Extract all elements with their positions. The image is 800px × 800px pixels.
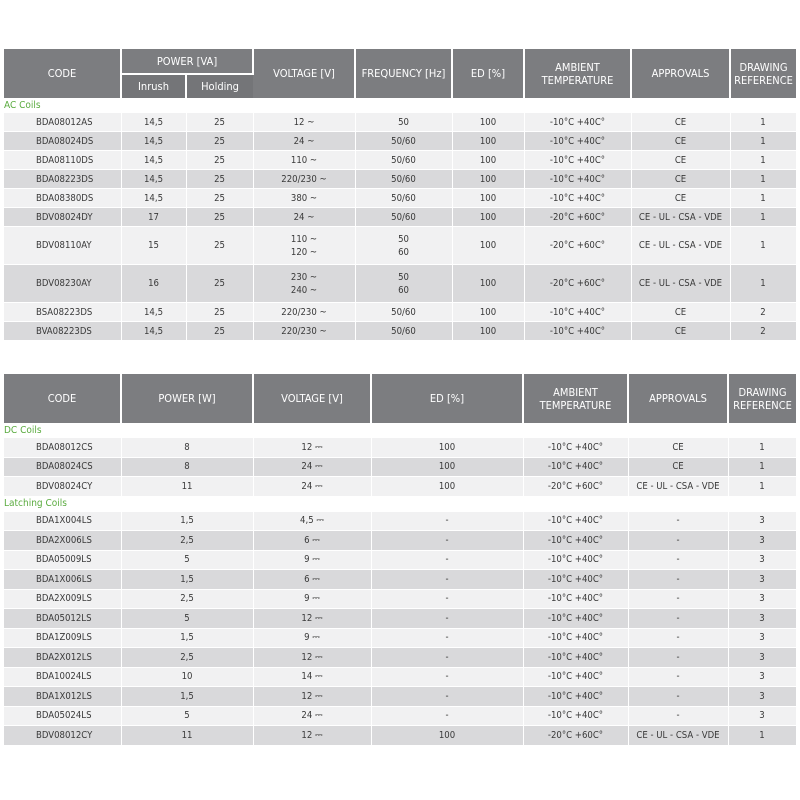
cell-ed: - [371, 628, 523, 648]
cell-approvals: CE [631, 303, 730, 322]
cell-ambient-temperature: -10°C +40C° [524, 132, 631, 151]
cell-code: BVA08223DS [4, 322, 121, 341]
cell-ambient-temperature: -20°C +60C° [524, 265, 631, 303]
cell-ed: 100 [452, 303, 524, 322]
cell-ed: 100 [452, 132, 524, 151]
cell-frequency-line2: 60 [398, 284, 409, 296]
header-holding: Holding [186, 74, 253, 98]
cell-ed: 100 [452, 151, 524, 170]
header-drawing-reference: DRAWING REFERENCE [728, 374, 796, 423]
cell-approvals: - [628, 687, 728, 707]
cell-code: BDA2X009LS [4, 589, 121, 609]
cell-frequency: 50/60 [355, 132, 452, 151]
header-inrush: Inrush [121, 74, 186, 98]
cell-approvals: CE [631, 170, 730, 189]
cell-drawing-reference: 3 [728, 570, 796, 590]
cell-drawing-reference: 3 [728, 628, 796, 648]
cell-code: BDV08024DY [4, 208, 121, 227]
cell-inrush: 14,5 [121, 322, 186, 341]
header-power: POWER [VA] [121, 49, 253, 74]
cell-code: BDA05024LS [4, 706, 121, 726]
cell-code: BDA1X006LS [4, 570, 121, 590]
cell-frequency: 50/60 [355, 208, 452, 227]
cell-approvals: CE [631, 151, 730, 170]
cell-ed: - [371, 589, 523, 609]
table-row [4, 457, 796, 477]
cell-approvals: - [628, 609, 728, 629]
cell-inrush: 17 [121, 208, 186, 227]
cell-approvals: CE [631, 322, 730, 341]
cell-voltage: 6 ⎓ [253, 531, 371, 551]
table-row [4, 667, 796, 687]
cell-voltage: 14 ⎓ [253, 667, 371, 687]
table-row [4, 726, 796, 746]
cell-code: BDA1X012LS [4, 687, 121, 707]
cell-voltage: 24 ~ [253, 132, 355, 151]
cell-approvals: CE - UL - CSA - VDE [631, 208, 730, 227]
cell-ed: 100 [452, 227, 524, 265]
cell-power: 8 [121, 438, 253, 458]
cell-drawing-reference: 1 [730, 227, 796, 265]
cell-holding: 25 [186, 303, 253, 322]
cell-ed: - [371, 511, 523, 531]
cell-voltage-line1: 230 ~ [290, 271, 318, 283]
cell-voltage: 12 ⎓ [253, 726, 371, 746]
section-latching-coils-label: Latching Coils [4, 496, 796, 511]
cell-power: 2,5 [121, 589, 253, 609]
cell-inrush: 14,5 [121, 132, 186, 151]
cell-code: BDV08110AY [4, 227, 121, 265]
cell-code: BDV08012CY [4, 726, 121, 746]
table-row [4, 609, 796, 629]
cell-ambient-temperature: -10°C +40C° [523, 687, 628, 707]
cell-ambient-temperature: -10°C +40C° [523, 706, 628, 726]
cell-voltage-line1: 110 ~ [290, 233, 318, 245]
table-row [4, 511, 796, 531]
header-voltage: VOLTAGE [V] [253, 374, 371, 423]
cell-frequency [355, 227, 452, 265]
cell-ed: 100 [371, 726, 523, 746]
cell-ed: - [371, 667, 523, 687]
cell-code: BDA05012LS [4, 609, 121, 629]
cell-drawing-reference: 3 [728, 687, 796, 707]
cell-ed: 100 [452, 208, 524, 227]
cell-ambient-temperature: -20°C +60C° [524, 227, 631, 265]
cell-code: BDA08024CS [4, 457, 121, 477]
cell-ed: 100 [371, 438, 523, 458]
cell-drawing-reference: 3 [728, 609, 796, 629]
cell-power: 11 [121, 477, 253, 497]
cell-ed: - [371, 687, 523, 707]
cell-drawing-reference: 3 [728, 550, 796, 570]
cell-drawing-reference: 3 [728, 667, 796, 687]
cell-ed: - [371, 609, 523, 629]
cell-inrush: 14,5 [121, 151, 186, 170]
cell-voltage: 6 ⎓ [253, 570, 371, 590]
cell-inrush: 14,5 [121, 303, 186, 322]
cell-voltage: 24 ⎓ [253, 477, 371, 497]
cell-ed: 100 [452, 113, 524, 132]
cell-drawing-reference: 1 [730, 265, 796, 303]
cell-drawing-reference: 2 [730, 322, 796, 341]
cell-ed: - [371, 706, 523, 726]
header-frequency: FREQUENCY [Hz] [355, 49, 452, 98]
table-row [4, 687, 796, 707]
cell-code: BDA2X006LS [4, 531, 121, 551]
table-row [4, 303, 796, 322]
cell-ambient-temperature: -10°C +40C° [523, 589, 628, 609]
table-row [4, 113, 796, 132]
cell-drawing-reference: 3 [728, 511, 796, 531]
table-row [4, 628, 796, 648]
cell-holding: 25 [186, 322, 253, 341]
cell-frequency-line1: 50 [398, 233, 409, 245]
table-row [4, 570, 796, 590]
cell-power: 2,5 [121, 531, 253, 551]
cell-ed: 100 [452, 170, 524, 189]
cell-ambient-temperature: -10°C +40C° [523, 609, 628, 629]
cell-voltage: 12 ⎓ [253, 648, 371, 668]
cell-voltage: 9 ⎓ [253, 550, 371, 570]
table-row [4, 265, 796, 303]
cell-frequency-line2: 60 [398, 246, 409, 258]
cell-code: BDV08024CY [4, 477, 121, 497]
cell-approvals: CE [631, 132, 730, 151]
cell-holding: 25 [186, 227, 253, 265]
cell-code: BDA08223DS [4, 170, 121, 189]
cell-power: 5 [121, 550, 253, 570]
cell-power: 1,5 [121, 570, 253, 590]
cell-drawing-reference: 1 [730, 151, 796, 170]
cell-inrush: 14,5 [121, 113, 186, 132]
cell-voltage: 4,5 ⎓ [253, 511, 371, 531]
header-voltage: VOLTAGE [V] [253, 49, 355, 98]
cell-holding: 25 [186, 208, 253, 227]
cell-approvals: - [628, 589, 728, 609]
cell-code: BDA1X004LS [4, 511, 121, 531]
cell-voltage: 24 ⎓ [253, 457, 371, 477]
header-code: CODE [4, 49, 121, 98]
cell-approvals: CE - UL - CSA - VDE [631, 227, 730, 265]
ac-coils-table [4, 49, 797, 341]
cell-power: 2,5 [121, 648, 253, 668]
cell-drawing-reference: 1 [730, 132, 796, 151]
table-row [4, 208, 796, 227]
cell-holding: 25 [186, 113, 253, 132]
cell-frequency: 50/60 [355, 322, 452, 341]
table-row [4, 438, 796, 458]
section-ac-coils [4, 98, 796, 113]
cell-holding: 25 [186, 189, 253, 208]
cell-approvals: CE - UL - CSA - VDE [628, 726, 728, 746]
cell-approvals: - [628, 550, 728, 570]
cell-ambient-temperature: -20°C +60C° [523, 477, 628, 497]
cell-ambient-temperature: -10°C +40C° [524, 303, 631, 322]
cell-power: 1,5 [121, 687, 253, 707]
cell-ed: 100 [452, 322, 524, 341]
cell-frequency-line1: 50 [398, 271, 409, 283]
cell-code: BDA10024LS [4, 667, 121, 687]
cell-approvals: CE [631, 113, 730, 132]
cell-approvals: - [628, 706, 728, 726]
cell-voltage: 220/230 ~ [253, 170, 355, 189]
cell-drawing-reference: 1 [728, 477, 796, 497]
cell-voltage: 24 ⎓ [253, 706, 371, 726]
cell-voltage: 12 ~ [253, 113, 355, 132]
header-drawing-reference: DRAWING REFERENCE [730, 49, 796, 98]
table-row [4, 648, 796, 668]
table-row [4, 706, 796, 726]
table-row [4, 322, 796, 341]
cell-ambient-temperature: -10°C +40C° [523, 511, 628, 531]
cell-holding: 25 [186, 265, 253, 303]
cell-voltage: 24 ~ [253, 208, 355, 227]
table-row [4, 170, 796, 189]
cell-power: 1,5 [121, 511, 253, 531]
cell-inrush: 14,5 [121, 170, 186, 189]
cell-frequency: 50/60 [355, 303, 452, 322]
cell-code: BDV08230AY [4, 265, 121, 303]
cell-approvals: - [628, 648, 728, 668]
cell-voltage: 9 ⎓ [253, 628, 371, 648]
cell-drawing-reference: 3 [728, 531, 796, 551]
cell-voltage-line2: 240 ~ [290, 284, 318, 296]
section-latching-coils [4, 496, 796, 511]
cell-ambient-temperature: -10°C +40C° [523, 457, 628, 477]
cell-code: BSA08223DS [4, 303, 121, 322]
cell-approvals: CE [628, 438, 728, 458]
cell-voltage: 380 ~ [253, 189, 355, 208]
cell-frequency: 50 [355, 113, 452, 132]
cell-voltage: 12 ⎓ [253, 687, 371, 707]
cell-power: 1,5 [121, 628, 253, 648]
cell-ambient-temperature: -10°C +40C° [523, 628, 628, 648]
section-ac-coils-label: AC Coils [4, 98, 796, 113]
header-ambient-temperature: AMBIENT TEMPERATURE [523, 374, 628, 423]
cell-code: BDA08110DS [4, 151, 121, 170]
cell-approvals: CE [631, 189, 730, 208]
cell-voltage: 110 ~ [253, 151, 355, 170]
header-code: CODE [4, 374, 121, 423]
cell-voltage: 220/230 ~ [253, 303, 355, 322]
cell-approvals: - [628, 667, 728, 687]
cell-power: 10 [121, 667, 253, 687]
cell-frequency: 50/60 [355, 189, 452, 208]
cell-ambient-temperature: -10°C +40C° [524, 170, 631, 189]
header-approvals: APPROVALS [631, 49, 730, 98]
cell-ambient-temperature: -10°C +40C° [524, 322, 631, 341]
cell-ambient-temperature: -10°C +40C° [523, 648, 628, 668]
section-dc-coils [4, 423, 796, 438]
cell-drawing-reference: 1 [730, 189, 796, 208]
cell-drawing-reference: 1 [728, 457, 796, 477]
cell-voltage: 12 ⎓ [253, 438, 371, 458]
header-ed: ED [%] [452, 49, 524, 98]
cell-code: BDA1Z009LS [4, 628, 121, 648]
cell-drawing-reference: 2 [730, 303, 796, 322]
cell-ed: - [371, 570, 523, 590]
cell-ambient-temperature: -10°C +40C° [524, 151, 631, 170]
cell-ed: 100 [371, 457, 523, 477]
cell-approvals: CE - UL - CSA - VDE [631, 265, 730, 303]
cell-ambient-temperature: -10°C +40C° [524, 113, 631, 132]
cell-drawing-reference: 1 [728, 438, 796, 458]
cell-drawing-reference: 1 [730, 113, 796, 132]
section-dc-coils-label: DC Coils [4, 423, 796, 438]
cell-ambient-temperature: -10°C +40C° [523, 570, 628, 590]
cell-code: BDA08380DS [4, 189, 121, 208]
cell-ed: 100 [452, 189, 524, 208]
cell-approvals: - [628, 570, 728, 590]
table-row [4, 132, 796, 151]
cell-frequency: 50/60 [355, 170, 452, 189]
cell-holding: 25 [186, 132, 253, 151]
cell-drawing-reference: 1 [730, 208, 796, 227]
cell-voltage: 12 ⎓ [253, 609, 371, 629]
cell-inrush: 15 [121, 227, 186, 265]
cell-power: 8 [121, 457, 253, 477]
header-approvals: APPROVALS [628, 374, 728, 423]
cell-voltage: 220/230 ~ [253, 322, 355, 341]
cell-code: BDA05009LS [4, 550, 121, 570]
header-ed: ED [%] [371, 374, 523, 423]
cell-ed: - [371, 550, 523, 570]
cell-ed: - [371, 531, 523, 551]
table-row [4, 477, 796, 497]
cell-code: BDA08012AS [4, 113, 121, 132]
cell-voltage: 9 ⎓ [253, 589, 371, 609]
cell-ambient-temperature: -10°C +40C° [523, 531, 628, 551]
cell-ambient-temperature: -10°C +40C° [523, 667, 628, 687]
cell-voltage-line2: 120 ~ [290, 246, 318, 258]
cell-drawing-reference: 3 [728, 589, 796, 609]
cell-ed: 100 [371, 477, 523, 497]
cell-inrush: 14,5 [121, 189, 186, 208]
cell-voltage [253, 265, 355, 303]
cell-frequency [355, 265, 452, 303]
table-row [4, 189, 796, 208]
table-row [4, 227, 796, 265]
cell-holding: 25 [186, 151, 253, 170]
cell-code: BDA08024DS [4, 132, 121, 151]
cell-frequency: 50/60 [355, 151, 452, 170]
cell-drawing-reference: 1 [728, 726, 796, 746]
cell-ed: 100 [452, 265, 524, 303]
cell-drawing-reference: 3 [728, 706, 796, 726]
table-row [4, 550, 796, 570]
cell-approvals: - [628, 511, 728, 531]
cell-power: 5 [121, 609, 253, 629]
cell-approvals: - [628, 531, 728, 551]
cell-drawing-reference: 3 [728, 648, 796, 668]
cell-code: BDA08012CS [4, 438, 121, 458]
cell-holding: 25 [186, 170, 253, 189]
cell-approvals: - [628, 628, 728, 648]
cell-ambient-temperature: -10°C +40C° [523, 550, 628, 570]
cell-voltage [253, 227, 355, 265]
cell-ambient-temperature: -10°C +40C° [523, 438, 628, 458]
cell-power: 11 [121, 726, 253, 746]
cell-power: 5 [121, 706, 253, 726]
cell-drawing-reference: 1 [730, 170, 796, 189]
header-power: POWER [W] [121, 374, 253, 423]
cell-code: BDA2X012LS [4, 648, 121, 668]
cell-ambient-temperature: -20°C +60C° [524, 208, 631, 227]
cell-ed: - [371, 648, 523, 668]
header-ambient-temperature: AMBIENT TEMPERATURE [524, 49, 631, 98]
cell-ambient-temperature: -10°C +40C° [524, 189, 631, 208]
cell-inrush: 16 [121, 265, 186, 303]
table-row [4, 531, 796, 551]
dc-latching-coils-table [4, 374, 797, 746]
cell-approvals: CE [628, 457, 728, 477]
table-row [4, 151, 796, 170]
cell-approvals: CE - UL - CSA - VDE [628, 477, 728, 497]
cell-ambient-temperature: -20°C +60C° [523, 726, 628, 746]
table-row [4, 589, 796, 609]
